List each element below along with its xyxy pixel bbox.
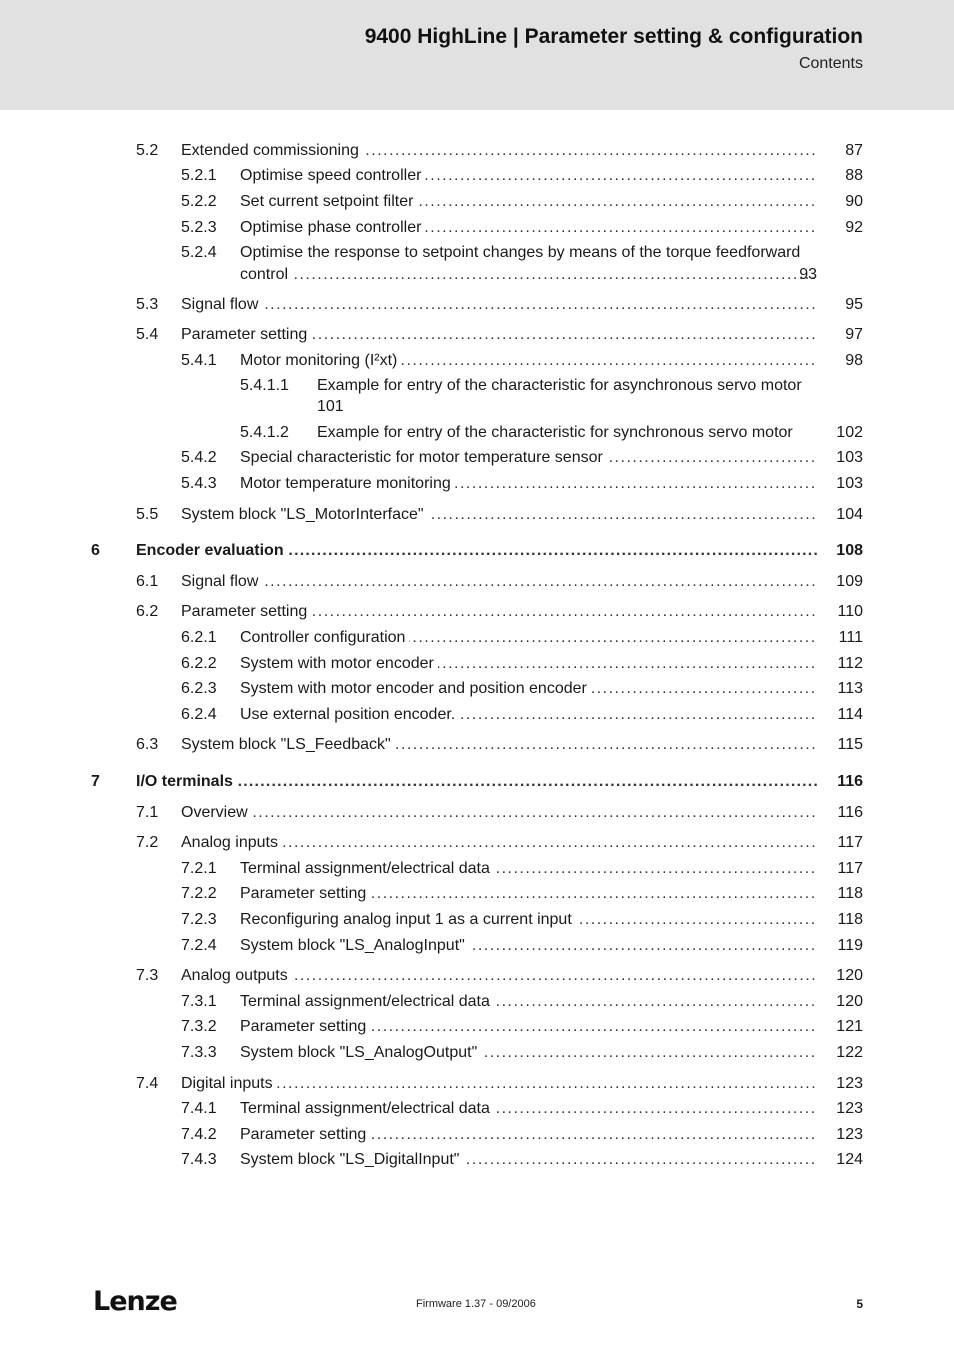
- toc-number: 7.3.1: [181, 993, 217, 1010]
- toc-page: 90: [845, 193, 863, 210]
- toc-chapter-6[interactable]: [0, 540, 954, 562]
- toc-entry-7-2[interactable]: [0, 832, 954, 854]
- toc-entry-5-5[interactable]: [0, 504, 954, 526]
- toc-number: 5.2.3: [181, 219, 217, 236]
- toc-page: 123: [836, 1075, 863, 1092]
- toc-number: 7.1: [136, 804, 159, 821]
- toc-number: 5.2: [136, 142, 159, 159]
- toc-title: Optimise the response to setpoint changes by means of the torque feedforward: [240, 244, 804, 261]
- toc-entry-5-2-4[interactable]: [0, 242, 954, 264]
- toc-page: 97: [845, 326, 863, 343]
- toc-entry-7-3-1[interactable]: [0, 991, 954, 1013]
- toc-number: 6.2.3: [181, 680, 217, 697]
- toc-page: 95: [845, 296, 863, 313]
- toc-number: 7.2.1: [181, 860, 217, 877]
- toc-number: 7.2.4: [181, 937, 217, 954]
- firmware-version: Firmware 1.37 - 09/2006: [416, 1298, 536, 1310]
- toc-title: Special characteristic for motor temperature sensor: [240, 449, 607, 466]
- toc-page: 117: [837, 860, 863, 877]
- toc-page: 110: [837, 603, 863, 620]
- toc-page: 104: [836, 506, 863, 523]
- toc-entry-5-4-2[interactable]: [0, 447, 954, 469]
- toc-title: Parameter setting: [240, 1018, 370, 1035]
- toc-entry-6-2[interactable]: [0, 601, 954, 623]
- toc-title: Signal flow: [181, 296, 262, 313]
- toc-number: 5.4.1: [181, 352, 217, 369]
- document-title: 9400 HighLine | Parameter setting & configuration: [364, 25, 863, 48]
- toc-entry-7-3-2[interactable]: [0, 1016, 954, 1038]
- toc-title: Parameter setting: [240, 1126, 370, 1143]
- toc-number: 7.4: [136, 1075, 159, 1092]
- toc-number: 5.4.1.2: [240, 424, 289, 441]
- toc-entry-6-2-3[interactable]: [0, 678, 954, 700]
- page-number: 5: [856, 1297, 863, 1311]
- toc-entry-7-3-3[interactable]: [0, 1042, 954, 1064]
- toc-title: Overview: [181, 804, 252, 821]
- toc-number: 5.5: [136, 506, 159, 523]
- toc-title: Motor monitoring (I²xt): [240, 352, 401, 369]
- toc-number: 6.2.2: [181, 655, 217, 672]
- toc-page: 122: [836, 1044, 863, 1061]
- toc-page: 88: [845, 167, 863, 184]
- toc-number: 7.3.2: [181, 1018, 217, 1035]
- toc-number: 5.4.3: [181, 475, 217, 492]
- toc-title: Encoder evaluation: [136, 542, 288, 559]
- toc-title: System block "LS_DigitalInput": [240, 1151, 463, 1168]
- toc-title: System block "LS_Feedback": [181, 736, 395, 753]
- toc-entry-5-4-3[interactable]: [0, 473, 954, 495]
- toc-page: 92: [845, 219, 863, 236]
- toc-entry-7-2-3[interactable]: [0, 909, 954, 931]
- toc-page: 116: [837, 773, 863, 790]
- toc-page-continued: 101: [317, 398, 348, 415]
- toc-page: 109: [836, 573, 863, 590]
- toc-page: 114: [837, 706, 863, 723]
- toc-number: 6: [91, 542, 100, 559]
- toc-number: 5.2.2: [181, 193, 217, 210]
- toc-number: 7.3.3: [181, 1044, 217, 1061]
- toc-page: 118: [837, 885, 863, 902]
- toc-entry-5-4[interactable]: [0, 324, 954, 346]
- toc-entry-5-3[interactable]: [0, 294, 954, 316]
- toc-page: 113: [837, 680, 863, 697]
- toc-number: 7: [91, 773, 100, 790]
- toc-title: System with motor encoder and position encoder: [240, 680, 591, 697]
- toc-title: Analog outputs: [181, 967, 292, 984]
- toc-page: 123: [836, 1126, 863, 1143]
- toc-entry-5-4-1[interactable]: [0, 350, 954, 372]
- toc-number: 6.1: [136, 573, 159, 590]
- toc-page: 102: [836, 424, 863, 441]
- toc-entry-5-4-1-2[interactable]: [0, 422, 954, 444]
- toc-entry-7-3[interactable]: [0, 965, 954, 987]
- toc-title-continued: control: [240, 266, 292, 283]
- toc-title: System block "LS_AnalogOutput": [240, 1044, 481, 1061]
- toc-title: Example for entry of the characteristic for asynchronous servo motor: [317, 377, 806, 394]
- toc-number: 5.4: [136, 326, 159, 343]
- toc-number: 6.3: [136, 736, 159, 753]
- toc-title: System block "LS_MotorInterface": [181, 506, 428, 523]
- toc-entry-7-1[interactable]: [0, 802, 954, 824]
- toc-page: 118: [837, 911, 863, 928]
- toc-page: 119: [837, 937, 863, 954]
- toc-entry-5-2-3[interactable]: [0, 217, 954, 239]
- toc-title: Terminal assignment/electrical data: [240, 1100, 494, 1117]
- toc-page: 93: [799, 266, 817, 283]
- toc-entry-7-2-4[interactable]: [0, 935, 954, 957]
- toc-page: 103: [836, 475, 863, 492]
- toc-entry-5-4-1-1-continued[interactable]: [0, 396, 954, 418]
- toc-entry-7-4[interactable]: [0, 1073, 954, 1095]
- toc-page: 116: [837, 804, 863, 821]
- toc-title: System block "LS_AnalogInput": [240, 937, 469, 954]
- toc-title: I/O terminals: [136, 773, 237, 790]
- toc-number: 7.4.3: [181, 1151, 217, 1168]
- toc-title: Optimise speed controller: [240, 167, 425, 184]
- toc-chapter-7[interactable]: [0, 771, 954, 793]
- toc-number: 6.2: [136, 603, 159, 620]
- toc-entry-5-2-1[interactable]: [0, 165, 954, 187]
- toc-title: System with motor encoder: [240, 655, 438, 672]
- toc-number: 7.2.3: [181, 911, 217, 928]
- toc-entry-7-2-2[interactable]: [0, 883, 954, 905]
- toc-number: 7.4.2: [181, 1126, 217, 1143]
- toc-page: 115: [837, 736, 863, 753]
- toc-entry-5-4-1-1[interactable]: [0, 375, 954, 397]
- toc-page: 121: [836, 1018, 863, 1035]
- toc-title: Terminal assignment/electrical data: [240, 860, 494, 877]
- toc-entry-5-2-4-continued[interactable]: [0, 264, 954, 286]
- toc-number: 7.2.2: [181, 885, 217, 902]
- toc-page: 87: [845, 142, 863, 159]
- toc-page: 108: [836, 542, 863, 559]
- toc-title: Example for entry of the characteristic for synchronous servo motor: [317, 424, 797, 441]
- toc-entry-5-2[interactable]: [0, 140, 954, 162]
- toc-entry-6-3[interactable]: [0, 734, 954, 756]
- toc-title: Set current setpoint filter: [240, 193, 417, 210]
- toc-entry-6-2-1[interactable]: [0, 627, 954, 649]
- toc-entry-6-2-4[interactable]: [0, 704, 954, 726]
- toc-title: Optimise phase controller: [240, 219, 425, 236]
- toc-number: 5.4.2: [181, 449, 217, 466]
- toc-page: 98: [845, 352, 863, 369]
- toc-page: 111: [838, 629, 863, 646]
- toc-title: Parameter setting: [181, 326, 311, 343]
- toc-title: Motor temperature monitoring: [240, 475, 455, 492]
- toc-number: 5.2.1: [181, 167, 217, 184]
- toc-title: Extended commissioning: [181, 142, 363, 159]
- toc-entry-6-1[interactable]: [0, 571, 954, 593]
- toc-title: Reconfiguring analog input 1 as a current input: [240, 911, 576, 928]
- toc-number: 7.3: [136, 967, 159, 984]
- toc-entry-7-4-3[interactable]: [0, 1149, 954, 1171]
- toc-entry-7-4-1[interactable]: [0, 1098, 954, 1120]
- toc-number: 7.4.1: [181, 1100, 217, 1117]
- toc-page: 123: [836, 1100, 863, 1117]
- toc-page: 117: [837, 834, 863, 851]
- toc-number: 6.2.4: [181, 706, 217, 723]
- toc-title: Digital inputs: [181, 1075, 277, 1092]
- toc-title: Controller configuration: [240, 629, 409, 646]
- toc-page: 103: [836, 449, 863, 466]
- lenze-logo: Lenze: [93, 1286, 177, 1317]
- toc-number: 5.2.4: [181, 244, 217, 261]
- toc-page: 120: [836, 993, 863, 1010]
- toc-entry-6-2-2[interactable]: [0, 653, 954, 675]
- toc-title: Use external position encoder.: [240, 706, 459, 723]
- toc-entry-5-2-2[interactable]: [0, 191, 954, 213]
- toc-title: Parameter setting: [181, 603, 311, 620]
- toc-number: 5.3: [136, 296, 159, 313]
- toc-page: 124: [836, 1151, 863, 1168]
- toc-title: Parameter setting: [240, 885, 370, 902]
- toc-entry-7-4-2[interactable]: [0, 1124, 954, 1146]
- toc-title: Signal flow: [181, 573, 262, 590]
- toc-title: Analog inputs: [181, 834, 282, 851]
- toc-number: 5.4.1.1: [240, 377, 289, 394]
- section-name: Contents: [798, 55, 863, 72]
- toc-number: 7.2: [136, 834, 159, 851]
- toc-title: Terminal assignment/electrical data: [240, 993, 494, 1010]
- toc-number: 6.2.1: [181, 629, 217, 646]
- page-header: [0, 0, 954, 110]
- toc-page: 120: [836, 967, 863, 984]
- toc-entry-7-2-1[interactable]: [0, 858, 954, 880]
- toc-page: 112: [837, 655, 863, 672]
